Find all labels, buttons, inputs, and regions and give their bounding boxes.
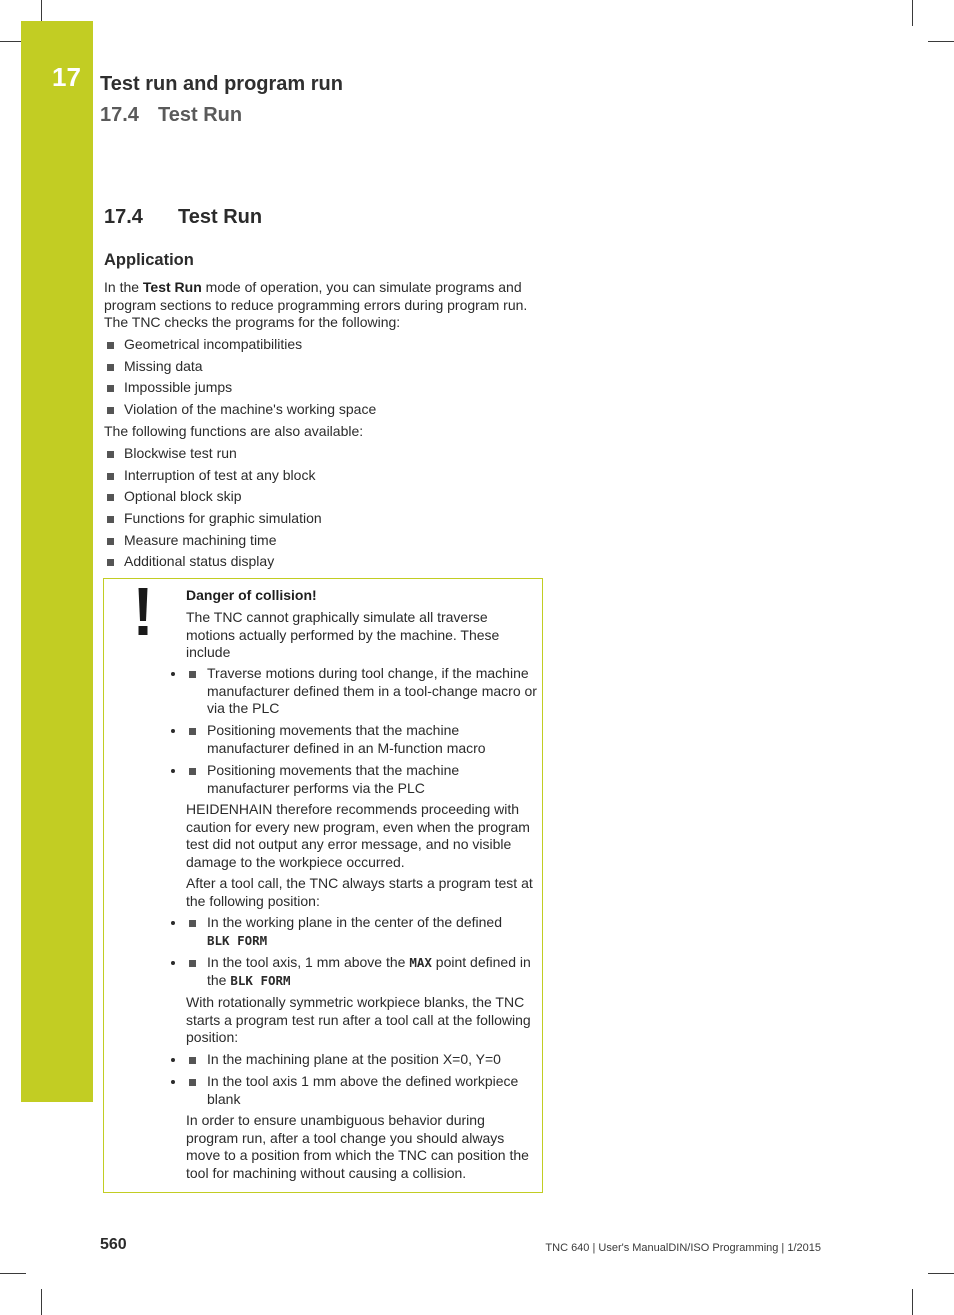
list-item-text: Traverse motions during tool change, if the machine manufacturer defined them in a tool-change macro or via the PLC bbox=[207, 665, 537, 717]
warning-list-3 bbox=[186, 1051, 538, 1108]
intro-paragraph bbox=[104, 279, 544, 332]
warning-list-2 bbox=[186, 914, 538, 989]
bullet-square-icon bbox=[189, 1057, 196, 1064]
intro-mode-name: Test Run bbox=[142, 279, 202, 295]
functions-list bbox=[104, 445, 544, 575]
warning-paragraph-3: After a tool call, the TNC always starts a program test at the following position: bbox=[186, 875, 533, 909]
bullet-square-icon bbox=[107, 473, 114, 480]
list-item-text: In the tool axis 1 mm above the defined workpiece blank bbox=[207, 1073, 519, 1107]
warning-title-text: Danger of collision! bbox=[186, 587, 317, 603]
crop-mark bbox=[912, 1289, 913, 1315]
list-item-text: Geometrical incompatibilities bbox=[124, 336, 303, 352]
page-number: 560 bbox=[100, 1236, 127, 1253]
intro-text-start: In the bbox=[104, 279, 143, 295]
list-item bbox=[186, 914, 538, 954]
bullet-square-icon bbox=[107, 559, 114, 566]
crop-mark bbox=[41, 1289, 42, 1315]
running-section-number: 17.4 bbox=[100, 104, 139, 126]
list-item bbox=[104, 553, 544, 575]
list-item-text: Functions for graphic simulation bbox=[124, 510, 322, 527]
bullet-square-icon bbox=[107, 516, 114, 523]
section-number: 17.4 bbox=[104, 206, 143, 228]
list-item-text: In the machining plane at the position X=0, Y=0 bbox=[207, 1051, 501, 1067]
warning-list-1 bbox=[186, 665, 538, 797]
code-blk-form: BLK FORM bbox=[230, 972, 291, 988]
bullet-square-icon bbox=[107, 451, 114, 458]
bullet-square-icon bbox=[189, 960, 196, 967]
list-item-text: Interruption of test at any block bbox=[124, 466, 316, 483]
warning-paragraph-5: In order to ensure unambiguous behavior during program run, after a tool change you should always move to a position from which the TNC can position the tool for machining without causing a collision. bbox=[186, 1112, 529, 1181]
chapter-title: Test run and program run bbox=[100, 73, 343, 95]
section-title: Test Run bbox=[178, 206, 263, 228]
list-item-text: In the working plane in the center of the defined bbox=[207, 914, 502, 930]
list-item-text: Blockwise test run bbox=[124, 445, 237, 461]
checks-list bbox=[104, 336, 544, 423]
bullet-square-icon bbox=[107, 364, 114, 371]
list-item bbox=[104, 379, 544, 401]
bullet-square-icon bbox=[189, 1079, 196, 1086]
bullet-square-icon bbox=[107, 538, 114, 545]
list-item-text: point defined in the bbox=[207, 954, 531, 988]
list-item bbox=[186, 722, 538, 762]
subheading-application: Application bbox=[104, 251, 194, 269]
list-item-text: Optional block skip bbox=[124, 488, 242, 505]
intro-text-end: mode of operation, you can simulate programs and program sections to reduce programming errors during program run. The TNC checks the programs for the following: bbox=[104, 279, 528, 331]
chapter-side-bar bbox=[21, 21, 93, 1102]
list-item bbox=[104, 336, 544, 358]
list-item bbox=[186, 762, 538, 797]
warning-paragraph-2: HEIDENHAIN therefore recommends proceeding with caution for every new program, even when the program test did not output any error message, and no visible damage to the workpiece occurred. bbox=[186, 801, 530, 870]
list-item-text: Positioning movements that the machine manufacturer performs via the PLC bbox=[207, 762, 460, 796]
list-item bbox=[104, 358, 544, 380]
warning-title bbox=[186, 587, 538, 605]
exclamation-icon bbox=[136, 588, 150, 638]
running-section-title: Test Run bbox=[158, 104, 243, 126]
list-item-text: Positioning movements that the machine manufacturer defined in an M-function macro bbox=[207, 722, 486, 756]
list-item-text: Additional status display bbox=[124, 553, 275, 570]
crop-mark bbox=[928, 1273, 954, 1274]
list-item bbox=[104, 401, 544, 423]
warning-paragraph-4: With rotationally symmetric workpiece blanks, the TNC starts a program test run after a tool call at the following position: bbox=[186, 994, 531, 1046]
crop-mark bbox=[912, 0, 913, 26]
code-max: MAX bbox=[409, 955, 432, 970]
list-item bbox=[104, 532, 544, 554]
list-item-text: Violation of the machine's working space bbox=[124, 401, 377, 418]
bullet-square-icon bbox=[189, 728, 196, 735]
list-item bbox=[186, 665, 538, 722]
chapter-number: 17 bbox=[52, 62, 81, 92]
list-item-text: Measure machining time bbox=[124, 531, 277, 548]
bullet-square-icon bbox=[107, 385, 114, 392]
bullet-square-icon bbox=[189, 768, 196, 775]
list-item bbox=[104, 467, 544, 489]
bullet-square-icon bbox=[107, 342, 114, 349]
functions-intro: The following functions are also available: bbox=[104, 423, 364, 439]
list-item-text: Missing data bbox=[124, 357, 203, 374]
running-section-header bbox=[100, 104, 242, 127]
bullet-square-icon bbox=[189, 671, 196, 678]
list-item-text: Impossible jumps bbox=[124, 379, 233, 396]
crop-mark bbox=[928, 41, 954, 42]
footer-text: TNC 640 | User's ManualDIN/ISO Programming | 1/2015 bbox=[545, 1242, 821, 1254]
bullet-square-icon bbox=[189, 920, 196, 927]
warning-paragraph-1: The TNC cannot graphically simulate all traverse motions actually performed by the machine. These include bbox=[186, 609, 500, 661]
list-item-text: In the tool axis, 1 mm above the bbox=[207, 954, 410, 970]
code-blk-form: BLK FORM bbox=[207, 932, 268, 948]
list-item bbox=[186, 1051, 538, 1073]
bullet-square-icon bbox=[107, 494, 114, 501]
list-item bbox=[104, 510, 544, 532]
list-item bbox=[104, 445, 544, 467]
list-item bbox=[104, 488, 544, 510]
list-item bbox=[186, 1073, 538, 1108]
list-item bbox=[186, 954, 538, 989]
bullet-square-icon bbox=[107, 407, 114, 414]
crop-mark bbox=[0, 1273, 26, 1274]
section-heading bbox=[104, 206, 262, 229]
